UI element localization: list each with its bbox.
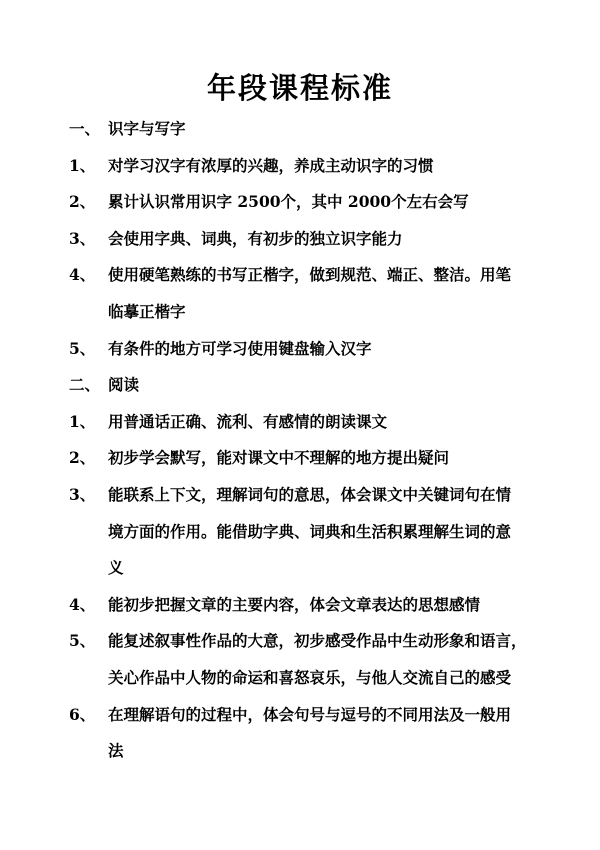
item-number: 3、 — [69, 228, 96, 248]
item-number: 5、 — [69, 338, 96, 358]
item-text: 对学习汉字有浓厚的兴趣，养成主动识字的习惯 — [108, 155, 434, 175]
item-text: 临摹正楷字 — [108, 301, 186, 321]
item-text: 有条件的地方可学习使用键盘输入汉字 — [108, 338, 372, 358]
section-title: 识字与写字 — [108, 119, 186, 138]
item-text: 能初步把握文章的主要内容，体会文章表达的思想感情 — [108, 594, 481, 614]
list-item-continuation — [69, 294, 549, 331]
list-item-continuation — [69, 550, 549, 587]
item-text: 法 — [108, 741, 124, 761]
list-item — [69, 148, 549, 185]
item-text: 能复述叙事性作品的大意，初步感受作品中生动形象和语言， — [108, 631, 527, 651]
list-item — [69, 257, 549, 294]
item-number: 1、 — [69, 155, 96, 175]
list-item — [69, 623, 549, 660]
item-number: 6、 — [69, 704, 96, 724]
list-item-continuation — [69, 660, 549, 697]
item-text: 境方面的作用。能借助字典、词典和生活积累理解生词的意 — [108, 521, 512, 541]
item-text: 能联系上下文，理解词句的意思，体会课文中关键词句在情 — [108, 484, 512, 504]
item-text: 在理解语句的过程中，体会句号与逗号的不同用法及一般用 — [108, 704, 512, 724]
item-number: 5、 — [69, 631, 96, 651]
list-item-continuation — [69, 514, 549, 551]
item-text: 使用硬笔熟练的书写正楷字，做到规范、端正、整洁。用笔 — [108, 265, 512, 285]
list-item — [69, 697, 549, 734]
item-number: 4、 — [69, 265, 96, 285]
list-item — [69, 184, 549, 221]
item-number: 4、 — [69, 594, 96, 614]
item-text: 初步学会默写，能对课文中不理解的地方提出疑问 — [108, 448, 450, 468]
document-body — [69, 111, 549, 770]
item-text: 关心作品中人物的命运和喜怒哀乐，与他人交流自己的感受 — [108, 667, 512, 687]
item-number: 3、 — [69, 484, 96, 504]
list-item-continuation — [69, 733, 549, 770]
section-number: 一、 — [69, 119, 101, 138]
section-number: 二、 — [69, 375, 101, 395]
list-item — [69, 221, 549, 258]
item-text: 会使用字典、词典，有初步的独立识字能力 — [108, 228, 403, 248]
item-text: 累计认识常用识字 2500个，其中 2000个左右会写 — [108, 192, 469, 212]
list-item — [69, 440, 549, 477]
section-title: 阅读 — [108, 375, 140, 395]
item-number: 2、 — [69, 448, 96, 468]
list-item — [69, 477, 549, 514]
list-item — [69, 404, 549, 441]
list-item — [69, 587, 549, 624]
list-item — [69, 331, 549, 368]
item-number: 2、 — [69, 192, 96, 212]
section-heading — [69, 111, 549, 148]
page-title: 年段课程标准 — [206, 71, 393, 105]
section-heading — [69, 367, 549, 404]
item-text: 义 — [108, 558, 124, 578]
item-number: 1、 — [69, 411, 96, 431]
item-text: 用普通话正确、流利、有感情的朗读课文 — [108, 411, 388, 431]
